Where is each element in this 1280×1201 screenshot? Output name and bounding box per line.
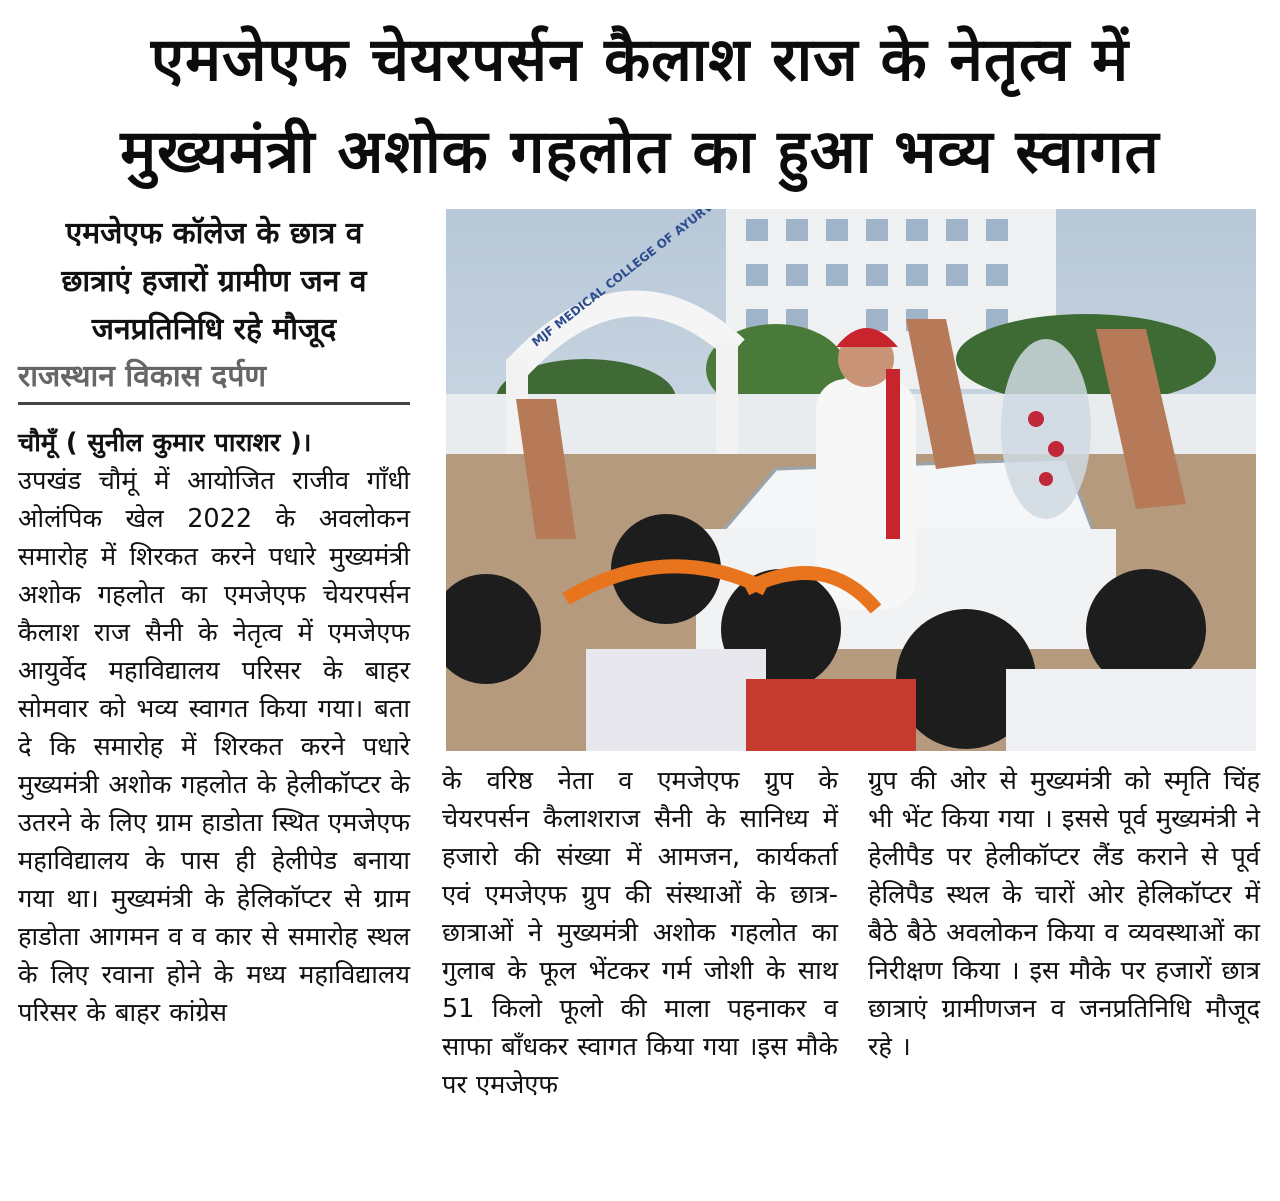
article-column-2: के वरिष्ठ नेता व एमजेएफ ग्रुप के चेयरपर्सन कैलाशराज सैनी के सानिध्य में हजारो की संख्या में आमजन, कार्यकर्ता एवं एमजेएफ ग्रुप की संस्थाओं के छात्र-छात्राओं ने मुख्यमंत्री अशोक गहलोत का गुलाब के फूल भेंटकर गर्म जोशी के साथ 51 किलो फूलो की माला पहनाकर व साफा बाँधकर स्वागत किया गया ।इस मौके पर एमजेएफ — [442, 766, 838, 1100]
headline-line-2: मुख्यमंत्री अशोक गहलोत का हुआ भव्य स्वागत — [120, 117, 1160, 187]
news-photo — [446, 209, 1256, 751]
article-column-3: ग्रुप की ओर से मुख्यमंत्री को स्मृति चिंह भी भेंट किया गया । इससे पूर्व मुख्यमंत्री ने हेलीपैड पर हेलीकॉप्टर लैंड कराने से पूर्व हेलिपैड स्थल के चारों ओर हेलिकॉप्टर में बैठे बैठे अवलोकन किया व व्यवस्थाओं का निरीक्षण किया । इस मौके पर हजारों छात्र छात्राएं ग्रामीणजन व जनप्रतिनिधि मौजूद रहे । — [868, 766, 1260, 1062]
subheadline-line-1: एमजेएफ कॉलेज के छात्र व — [65, 216, 363, 251]
article-column-1 — [18, 424, 410, 1032]
article-column-1-text: उपखंड चौमूं में आयोजित राजीव गाँधी ओलंपिक खेल 2022 के अवलोकन समारोह में शिरकत करने पधारे मुख्यमंत्री अशोक गहलोत का एमजेएफ चेयरपर्सन कैलाश राज सैनी के नेतृत्व में एमजेएफ आयुर्वेद महाविद्यालय परिसर के बाहर सोमवार को भव्य स्वागत किया गया। बता दे कि समारोह में शिरकत करने पधारे मुख्यमंत्री अशोक गहलोत के हेलीकॉप्टर के उतरने के लिए ग्राम हाडोता स्थित एमजेएफ महाविद्यालय के पास ही हेलीपेड बनाया गया था। मुख्यमंत्री के हेलिकॉप्टर से ग्राम हाडोता आगमन व व कार से समारोह स्थल के लिए रवाना होने के मध्य महाविद्यालय परिसर के बाहर कांग्रेस — [18, 466, 410, 1028]
photo-illustration — [446, 209, 1256, 751]
subheadline-line-2: छात्राएं हजारों ग्रामीण जन व — [61, 264, 367, 299]
headline — [20, 14, 1260, 198]
subheadline-line-3: जनप्रतिनिधि रहे मौजूद — [91, 312, 337, 347]
source-credit: राजस्थान विकास दर्पण — [18, 356, 410, 405]
subheadline — [18, 210, 410, 354]
article-dateline: चौमूँ ( सुनील कुमार पाराशर )। — [18, 428, 312, 458]
headline-line-1: एमजेएफ चेयरपर्सन कैलाश राज के नेतृत्व में — [150, 25, 1130, 95]
